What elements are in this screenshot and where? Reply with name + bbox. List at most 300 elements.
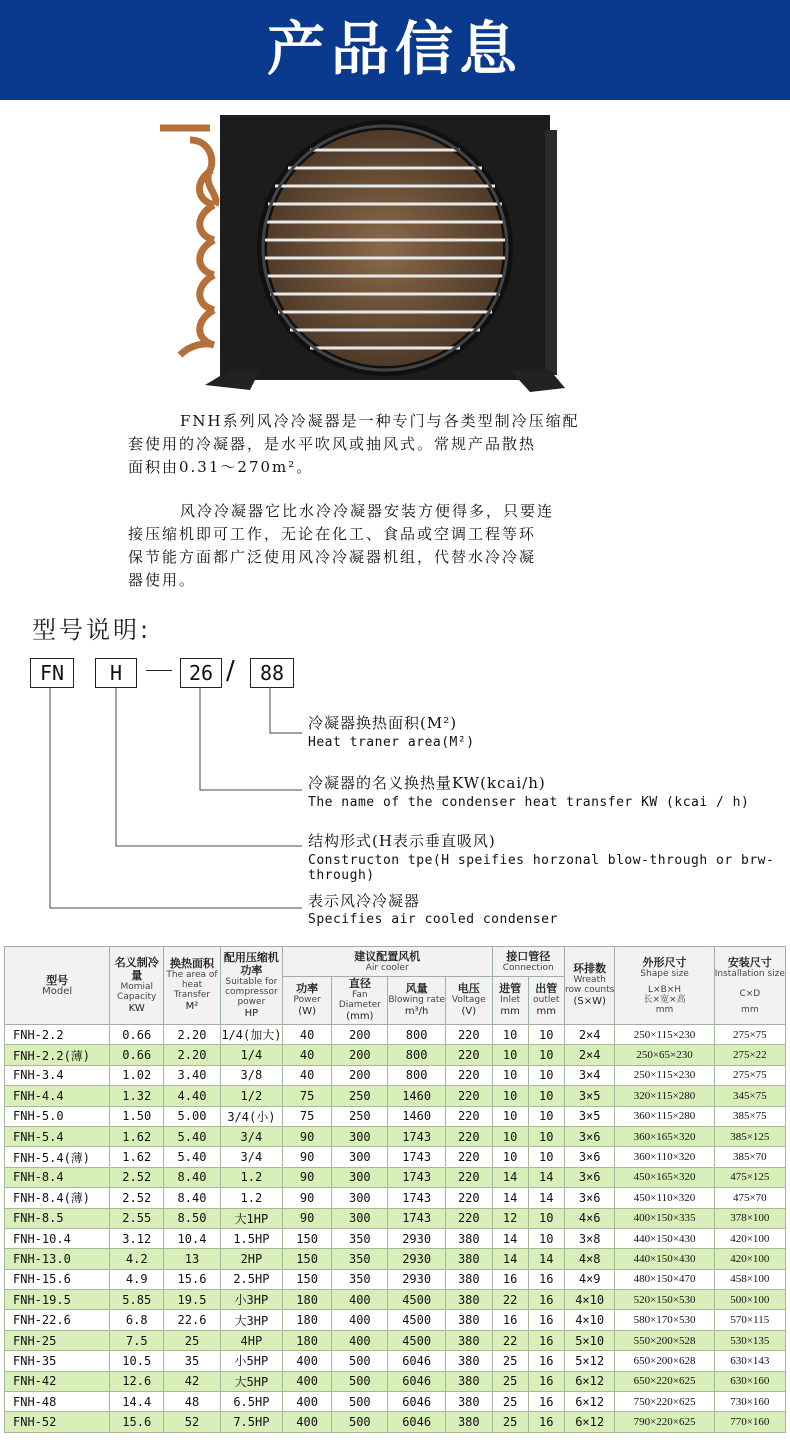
table-row (5, 1269, 786, 1289)
code-h: H (95, 658, 137, 688)
table-cell: 1.62 (110, 1147, 164, 1167)
table-cell: 16 (528, 1392, 564, 1412)
header-compressor-power: 配用压缩机功率 Suitable for compressor power HP (220, 947, 282, 1025)
header-row-counts: 环排数 Wreath row counts (S×W) (564, 947, 615, 1025)
table-cell: 570×115 (714, 1310, 785, 1330)
table-cell: 380 (446, 1228, 492, 1248)
table-cell: 6×12 (564, 1412, 615, 1432)
table-row (5, 1249, 786, 1269)
table-cell: 8.40 (164, 1167, 221, 1187)
table-cell: 630×160 (714, 1371, 785, 1391)
table-cell: 大1HP (220, 1208, 282, 1228)
table-cell: 5×12 (564, 1351, 615, 1371)
table-cell: 6046 (388, 1392, 446, 1412)
table-cell: 12 (492, 1208, 528, 1228)
table-row (5, 1167, 786, 1187)
table-row (5, 1065, 786, 1085)
table-cell: 90 (282, 1126, 332, 1146)
table-cell: 大3HP (220, 1310, 282, 1330)
table-cell: 6.8 (110, 1310, 164, 1330)
table-cell: 220 (446, 1188, 492, 1208)
table-cell: 4×10 (564, 1290, 615, 1310)
table-cell: 2930 (388, 1249, 446, 1269)
table-cell: 475×125 (714, 1167, 785, 1187)
table-cell: 1.2 (220, 1167, 282, 1187)
table-cell: 360×110×320 (615, 1147, 714, 1167)
legend-capacity-en: The name of the condenser heat transfer KW (kcai / h) (308, 795, 750, 810)
table-cell: 22.6 (164, 1310, 221, 1330)
table-cell: 220 (446, 1025, 492, 1045)
table-row (5, 1392, 786, 1412)
table-cell: 10 (492, 1126, 528, 1146)
table-cell: 500 (332, 1412, 388, 1432)
table-cell: 350 (332, 1228, 388, 1248)
table-cell: 800 (388, 1065, 446, 1085)
table-cell: 400×150×335 (615, 1208, 714, 1228)
table-cell: 380 (446, 1290, 492, 1310)
table-cell: 350 (332, 1249, 388, 1269)
table-row (5, 1228, 786, 1248)
table-cell: 14 (492, 1167, 528, 1187)
table-cell: 2930 (388, 1269, 446, 1289)
table-row (5, 1147, 786, 1167)
table-row (5, 1188, 786, 1208)
table-cell: 650×200×628 (615, 1351, 714, 1371)
table-cell: 500 (332, 1392, 388, 1412)
table-cell: FNH-8.4(薄) (5, 1188, 110, 1208)
header-capacity: 名义制冷量 Momial Capacity KW (110, 947, 164, 1025)
header-area: 换热面积 The area of heat Transfer M² (164, 947, 221, 1025)
code-fn: FN (30, 658, 74, 688)
table-cell: 大5HP (220, 1371, 282, 1391)
table-cell: FNH-35 (5, 1351, 110, 1371)
table-cell: 458×100 (714, 1269, 785, 1289)
table-cell: 500 (332, 1351, 388, 1371)
table-cell: 300 (332, 1147, 388, 1167)
legend-structure-cn: 结构形式(H表示垂直吸风) (308, 832, 496, 850)
table-row (5, 1412, 786, 1432)
table-cell: 6046 (388, 1351, 446, 1371)
table-cell: 7.5 (110, 1330, 164, 1350)
table-cell: 220 (446, 1126, 492, 1146)
table-cell: 350 (332, 1269, 388, 1289)
table-cell: 10 (528, 1106, 564, 1126)
table-row (5, 1208, 786, 1228)
table-cell: 220 (446, 1208, 492, 1228)
table-cell: 380 (446, 1310, 492, 1330)
table-cell: 0.66 (110, 1025, 164, 1045)
table-cell: 5.85 (110, 1290, 164, 1310)
table-cell: 3×5 (564, 1106, 615, 1126)
table-cell: FNH-8.5 (5, 1208, 110, 1228)
table-cell: 1460 (388, 1106, 446, 1126)
table-cell: 770×160 (714, 1412, 785, 1432)
table-cell: 8.40 (164, 1188, 221, 1208)
header-fan-diameter: 直径 Fan Diameter (mm) (332, 977, 388, 1025)
table-cell: 12.6 (110, 1371, 164, 1391)
legend-structure-en: Constructon tpe(H speifies horzonal blow-through or brw-through) (308, 853, 775, 883)
table-row (5, 1290, 786, 1310)
table-cell: 5.40 (164, 1126, 221, 1146)
table-cell: 6×12 (564, 1371, 615, 1391)
table-cell: 2.52 (110, 1167, 164, 1187)
model-explanation-title: 型号说明: (32, 616, 152, 644)
table-cell: 15.6 (164, 1269, 221, 1289)
table-cell: 500×100 (714, 1290, 785, 1310)
table-cell: 10 (528, 1147, 564, 1167)
legend-area-en: Heat traner area(M²) (308, 735, 475, 750)
table-row (5, 1126, 786, 1146)
table-cell: 400 (332, 1330, 388, 1350)
table-cell: 16 (492, 1269, 528, 1289)
header-connection: 接口管径 Connection (492, 947, 564, 977)
table-cell: 52 (164, 1412, 221, 1432)
table-cell: 5.00 (164, 1106, 221, 1126)
table-cell: 275×22 (714, 1045, 785, 1065)
table-cell: 90 (282, 1147, 332, 1167)
paragraph-line: FNH系列风冷冷凝器是一种专门与各类型制冷压缩配 (180, 412, 580, 430)
table-cell: 16 (528, 1310, 564, 1330)
table-cell: 200 (332, 1065, 388, 1085)
table-cell: 2.5HP (220, 1269, 282, 1289)
table-cell: 22 (492, 1290, 528, 1310)
table-cell: 2.52 (110, 1188, 164, 1208)
table-cell: 4500 (388, 1330, 446, 1350)
table-cell: 48 (164, 1392, 221, 1412)
table-cell: 1/2 (220, 1086, 282, 1106)
table-cell: 420×100 (714, 1249, 785, 1269)
table-cell: 90 (282, 1167, 332, 1187)
table-cell: FNH-5.4 (5, 1126, 110, 1146)
table-cell: 5×10 (564, 1330, 615, 1350)
table-cell: 750×220×625 (615, 1392, 714, 1412)
table-cell: 220 (446, 1167, 492, 1187)
table-cell: 530×135 (714, 1330, 785, 1350)
table-cell: 800 (388, 1025, 446, 1045)
table-cell: 35 (164, 1351, 221, 1371)
header-outlet: 出管 outlet mm (528, 977, 564, 1025)
table-cell: 3/8 (220, 1065, 282, 1085)
table-cell: FNH-52 (5, 1412, 110, 1432)
table-cell: 520×150×530 (615, 1290, 714, 1310)
table-cell: 300 (332, 1167, 388, 1187)
paragraph-line: 器使用。 (128, 571, 197, 589)
code-area: 88 (250, 658, 294, 688)
table-cell: 730×160 (714, 1392, 785, 1412)
table-cell: 378×100 (714, 1208, 785, 1228)
table-cell: 4.40 (164, 1086, 221, 1106)
header-model: 型号 Model (5, 947, 110, 1025)
legend-type-en: Specifies air cooled condenser (308, 912, 558, 927)
table-cell: 385×75 (714, 1106, 785, 1126)
table-cell: 180 (282, 1310, 332, 1330)
table-cell: 6046 (388, 1371, 446, 1391)
table-cell: 3×4 (564, 1065, 615, 1085)
table-cell: 220 (446, 1065, 492, 1085)
table-cell: FNH-13.0 (5, 1249, 110, 1269)
table-cell: 1.2 (220, 1188, 282, 1208)
table-cell: FNH-5.0 (5, 1106, 110, 1126)
table-cell: 250×65×230 (615, 1045, 714, 1065)
table-cell: 13 (164, 1249, 221, 1269)
table-cell: 380 (446, 1269, 492, 1289)
table-cell: 6046 (388, 1412, 446, 1432)
table-cell: 150 (282, 1249, 332, 1269)
table-cell: FNH-2.2 (5, 1025, 110, 1045)
table-cell: 1743 (388, 1208, 446, 1228)
table-cell: 90 (282, 1208, 332, 1228)
table-cell: 380 (446, 1412, 492, 1432)
table-cell: 25 (492, 1351, 528, 1371)
paragraph-line: 保节能方面都广泛使用风冷冷凝器机组，代替水冷冷凝 (128, 548, 537, 566)
table-cell: 250×115×230 (615, 1025, 714, 1045)
legend-type-cn: 表示风冷冷凝器 (308, 892, 421, 910)
table-cell: 3×6 (564, 1188, 615, 1208)
table-cell: 1743 (388, 1167, 446, 1187)
table-cell: 2.55 (110, 1208, 164, 1228)
table-cell: 2.20 (164, 1045, 221, 1065)
table-cell: 400 (332, 1310, 388, 1330)
table-cell: 3×8 (564, 1228, 615, 1248)
table-cell: 275×75 (714, 1025, 785, 1045)
table-cell: 10 (528, 1228, 564, 1248)
table-cell: 400 (282, 1371, 332, 1391)
table-cell: 1743 (388, 1188, 446, 1208)
table-cell: 16 (528, 1412, 564, 1432)
table-row (5, 1106, 786, 1126)
table-row (5, 1371, 786, 1391)
table-cell: 16 (528, 1330, 564, 1350)
table-cell: 4×9 (564, 1269, 615, 1289)
spec-table (4, 946, 786, 1433)
table-cell: 550×200×528 (615, 1330, 714, 1350)
table-cell: FNH-5.4(薄) (5, 1147, 110, 1167)
table-cell: 220 (446, 1045, 492, 1065)
table-cell: 3×6 (564, 1126, 615, 1146)
table-cell: 2.20 (164, 1025, 221, 1045)
table-cell: 0.66 (110, 1045, 164, 1065)
table-cell: 小3HP (220, 1290, 282, 1310)
table-cell: 4HP (220, 1330, 282, 1350)
table-cell: 25 (164, 1330, 221, 1350)
table-cell: 10 (528, 1126, 564, 1146)
table-cell: 8.50 (164, 1208, 221, 1228)
table-cell: 480×150×470 (615, 1269, 714, 1289)
table-cell: 300 (332, 1126, 388, 1146)
code-slash: / (226, 656, 235, 686)
table-cell: 1.62 (110, 1126, 164, 1146)
table-cell: 19.5 (164, 1290, 221, 1310)
paragraph-line: 风冷冷凝器它比水冷冷凝器安装方便得多，只要连 (180, 502, 555, 520)
table-cell: 1.5HP (220, 1228, 282, 1248)
table-cell: 25 (492, 1412, 528, 1432)
table-cell: 14 (492, 1188, 528, 1208)
table-cell: 15.6 (110, 1412, 164, 1432)
table-cell: 4×10 (564, 1310, 615, 1330)
table-cell: 10 (528, 1025, 564, 1045)
table-cell: 300 (332, 1188, 388, 1208)
header-inlet: 进管 Inlet mm (492, 977, 528, 1025)
table-cell: 380 (446, 1330, 492, 1350)
table-cell: 40 (282, 1045, 332, 1065)
table-cell: 650×220×625 (615, 1371, 714, 1391)
table-cell: 40 (282, 1025, 332, 1045)
table-cell: 40 (282, 1065, 332, 1085)
table-cell: 3/4 (220, 1126, 282, 1146)
table-cell: 3/4 (220, 1147, 282, 1167)
table-cell: 380 (446, 1371, 492, 1391)
table-cell: 10 (492, 1065, 528, 1085)
table-cell: 475×70 (714, 1188, 785, 1208)
table-cell: FNH-2.2(薄) (5, 1045, 110, 1065)
table-cell: 7.5HP (220, 1412, 282, 1432)
table-cell: 220 (446, 1106, 492, 1126)
table-cell: 250×115×230 (615, 1065, 714, 1085)
table-cell: 345×75 (714, 1086, 785, 1106)
table-cell: FNH-22.6 (5, 1310, 110, 1330)
table-cell: 6.5HP (220, 1392, 282, 1412)
table-cell: 14 (492, 1249, 528, 1269)
table-cell: 440×150×430 (615, 1249, 714, 1269)
table-row (5, 1351, 786, 1371)
code-num: 26 (180, 658, 222, 688)
table-cell: 10 (492, 1045, 528, 1065)
table-cell: 小5HP (220, 1351, 282, 1371)
table-cell: 500 (332, 1371, 388, 1391)
table-cell: 4500 (388, 1290, 446, 1310)
table-cell: 4.9 (110, 1269, 164, 1289)
table-cell: 4×8 (564, 1249, 615, 1269)
table-cell: 14 (528, 1249, 564, 1269)
table-cell: 580×170×530 (615, 1310, 714, 1330)
table-cell: 22 (492, 1330, 528, 1350)
table-cell: FNH-3.4 (5, 1065, 110, 1085)
table-cell: 3×6 (564, 1147, 615, 1167)
table-row (5, 1045, 786, 1065)
table-cell: 220 (446, 1147, 492, 1167)
table-cell: 3×6 (564, 1167, 615, 1187)
header-shape-size: 外形尺寸 Shape size L×B×H 长×宽×高 mm (615, 947, 714, 1025)
header-fan: 建议配置风机 Air cooler (282, 947, 492, 977)
paragraph-line: 面积由0.31～270m²。 (128, 458, 314, 476)
table-cell: 1460 (388, 1086, 446, 1106)
table-cell: FNH-42 (5, 1371, 110, 1391)
table-cell: 10 (492, 1025, 528, 1045)
paragraph-line: 接压缩机即可工作，无论在化工、食品或空调工程等环 (128, 525, 537, 543)
table-cell: 16 (528, 1371, 564, 1391)
table-cell: 14.4 (110, 1392, 164, 1412)
table-cell: 360×165×320 (615, 1126, 714, 1146)
table-row (5, 1086, 786, 1106)
table-cell: 10 (528, 1086, 564, 1106)
table-cell: 2×4 (564, 1025, 615, 1045)
table-cell: 10 (528, 1208, 564, 1228)
table-cell: 180 (282, 1330, 332, 1350)
table-cell: 440×150×430 (615, 1228, 714, 1248)
table-cell: 250 (332, 1086, 388, 1106)
table-cell: 400 (282, 1392, 332, 1412)
table-cell: 10.5 (110, 1351, 164, 1371)
table-cell: 10.4 (164, 1228, 221, 1248)
table-cell: FNH-19.5 (5, 1290, 110, 1310)
table-cell: 420×100 (714, 1228, 785, 1248)
table-cell: 16 (528, 1290, 564, 1310)
header-installation-size: 安装尺寸 Installation size C×D mm (714, 947, 785, 1025)
table-cell: 275×75 (714, 1065, 785, 1085)
table-cell: 300 (332, 1208, 388, 1228)
table-cell: 3×5 (564, 1086, 615, 1106)
table-cell: 90 (282, 1188, 332, 1208)
table-cell: 1743 (388, 1126, 446, 1146)
table-cell: 360×115×280 (615, 1106, 714, 1126)
table-cell: 450×110×320 (615, 1188, 714, 1208)
table-cell: FNH-25 (5, 1330, 110, 1350)
table-cell: 10 (492, 1147, 528, 1167)
table-cell: 380 (446, 1392, 492, 1412)
table-cell: FNH-4.4 (5, 1086, 110, 1106)
table-cell: 1.32 (110, 1086, 164, 1106)
table-cell: 250 (332, 1106, 388, 1126)
table-cell: 380 (446, 1351, 492, 1371)
table-row (5, 1025, 786, 1045)
table-cell: 16 (528, 1269, 564, 1289)
table-cell: 3/4(小) (220, 1106, 282, 1126)
table-cell: 6×12 (564, 1392, 615, 1412)
table-cell: 400 (332, 1290, 388, 1310)
table-cell: 800 (388, 1045, 446, 1065)
table-cell: 380 (446, 1249, 492, 1269)
table-cell: 385×70 (714, 1147, 785, 1167)
table-cell: 1.50 (110, 1106, 164, 1126)
table-cell: 320×115×280 (615, 1086, 714, 1106)
table-cell: 200 (332, 1025, 388, 1045)
page-title: 产品信息 (266, 15, 523, 83)
table-cell: 75 (282, 1106, 332, 1126)
table-cell: 630×143 (714, 1351, 785, 1371)
table-cell: 1743 (388, 1147, 446, 1167)
table-row (5, 1310, 786, 1330)
table-cell: 400 (282, 1351, 332, 1371)
table-cell: 75 (282, 1086, 332, 1106)
table-cell: FNH-8.4 (5, 1167, 110, 1187)
table-cell: 385×125 (714, 1126, 785, 1146)
table-cell: 2×4 (564, 1045, 615, 1065)
table-cell: 10 (492, 1086, 528, 1106)
table-cell: 10 (528, 1045, 564, 1065)
table-cell: 3.40 (164, 1065, 221, 1085)
table-cell: 2HP (220, 1249, 282, 1269)
table-cell: 16 (528, 1351, 564, 1371)
header-fan-airflow: 风量 Blowing rate m³/h (388, 977, 446, 1025)
legend-capacity-cn: 冷凝器的名义换热量KW(kcai/h) (308, 774, 546, 792)
table-cell: 790×220×625 (615, 1412, 714, 1432)
table-cell: 180 (282, 1290, 332, 1310)
table-cell: 4.2 (110, 1249, 164, 1269)
table-cell: 1/4 (220, 1045, 282, 1065)
table-cell: 14 (528, 1167, 564, 1187)
table-cell: 1.02 (110, 1065, 164, 1085)
table-cell: 1/4(加大) (220, 1025, 282, 1045)
table-cell: 4500 (388, 1310, 446, 1330)
legend-area-cn: 冷凝器换热面积(M²) (308, 714, 458, 732)
table-cell: 200 (332, 1045, 388, 1065)
table-cell: 2930 (388, 1228, 446, 1248)
table-cell: 400 (282, 1412, 332, 1432)
table-cell: 10 (528, 1065, 564, 1085)
table-cell: 42 (164, 1371, 221, 1391)
table-cell: FNH-10.4 (5, 1228, 110, 1248)
header-fan-power: 功率 Power (W) (282, 977, 332, 1025)
